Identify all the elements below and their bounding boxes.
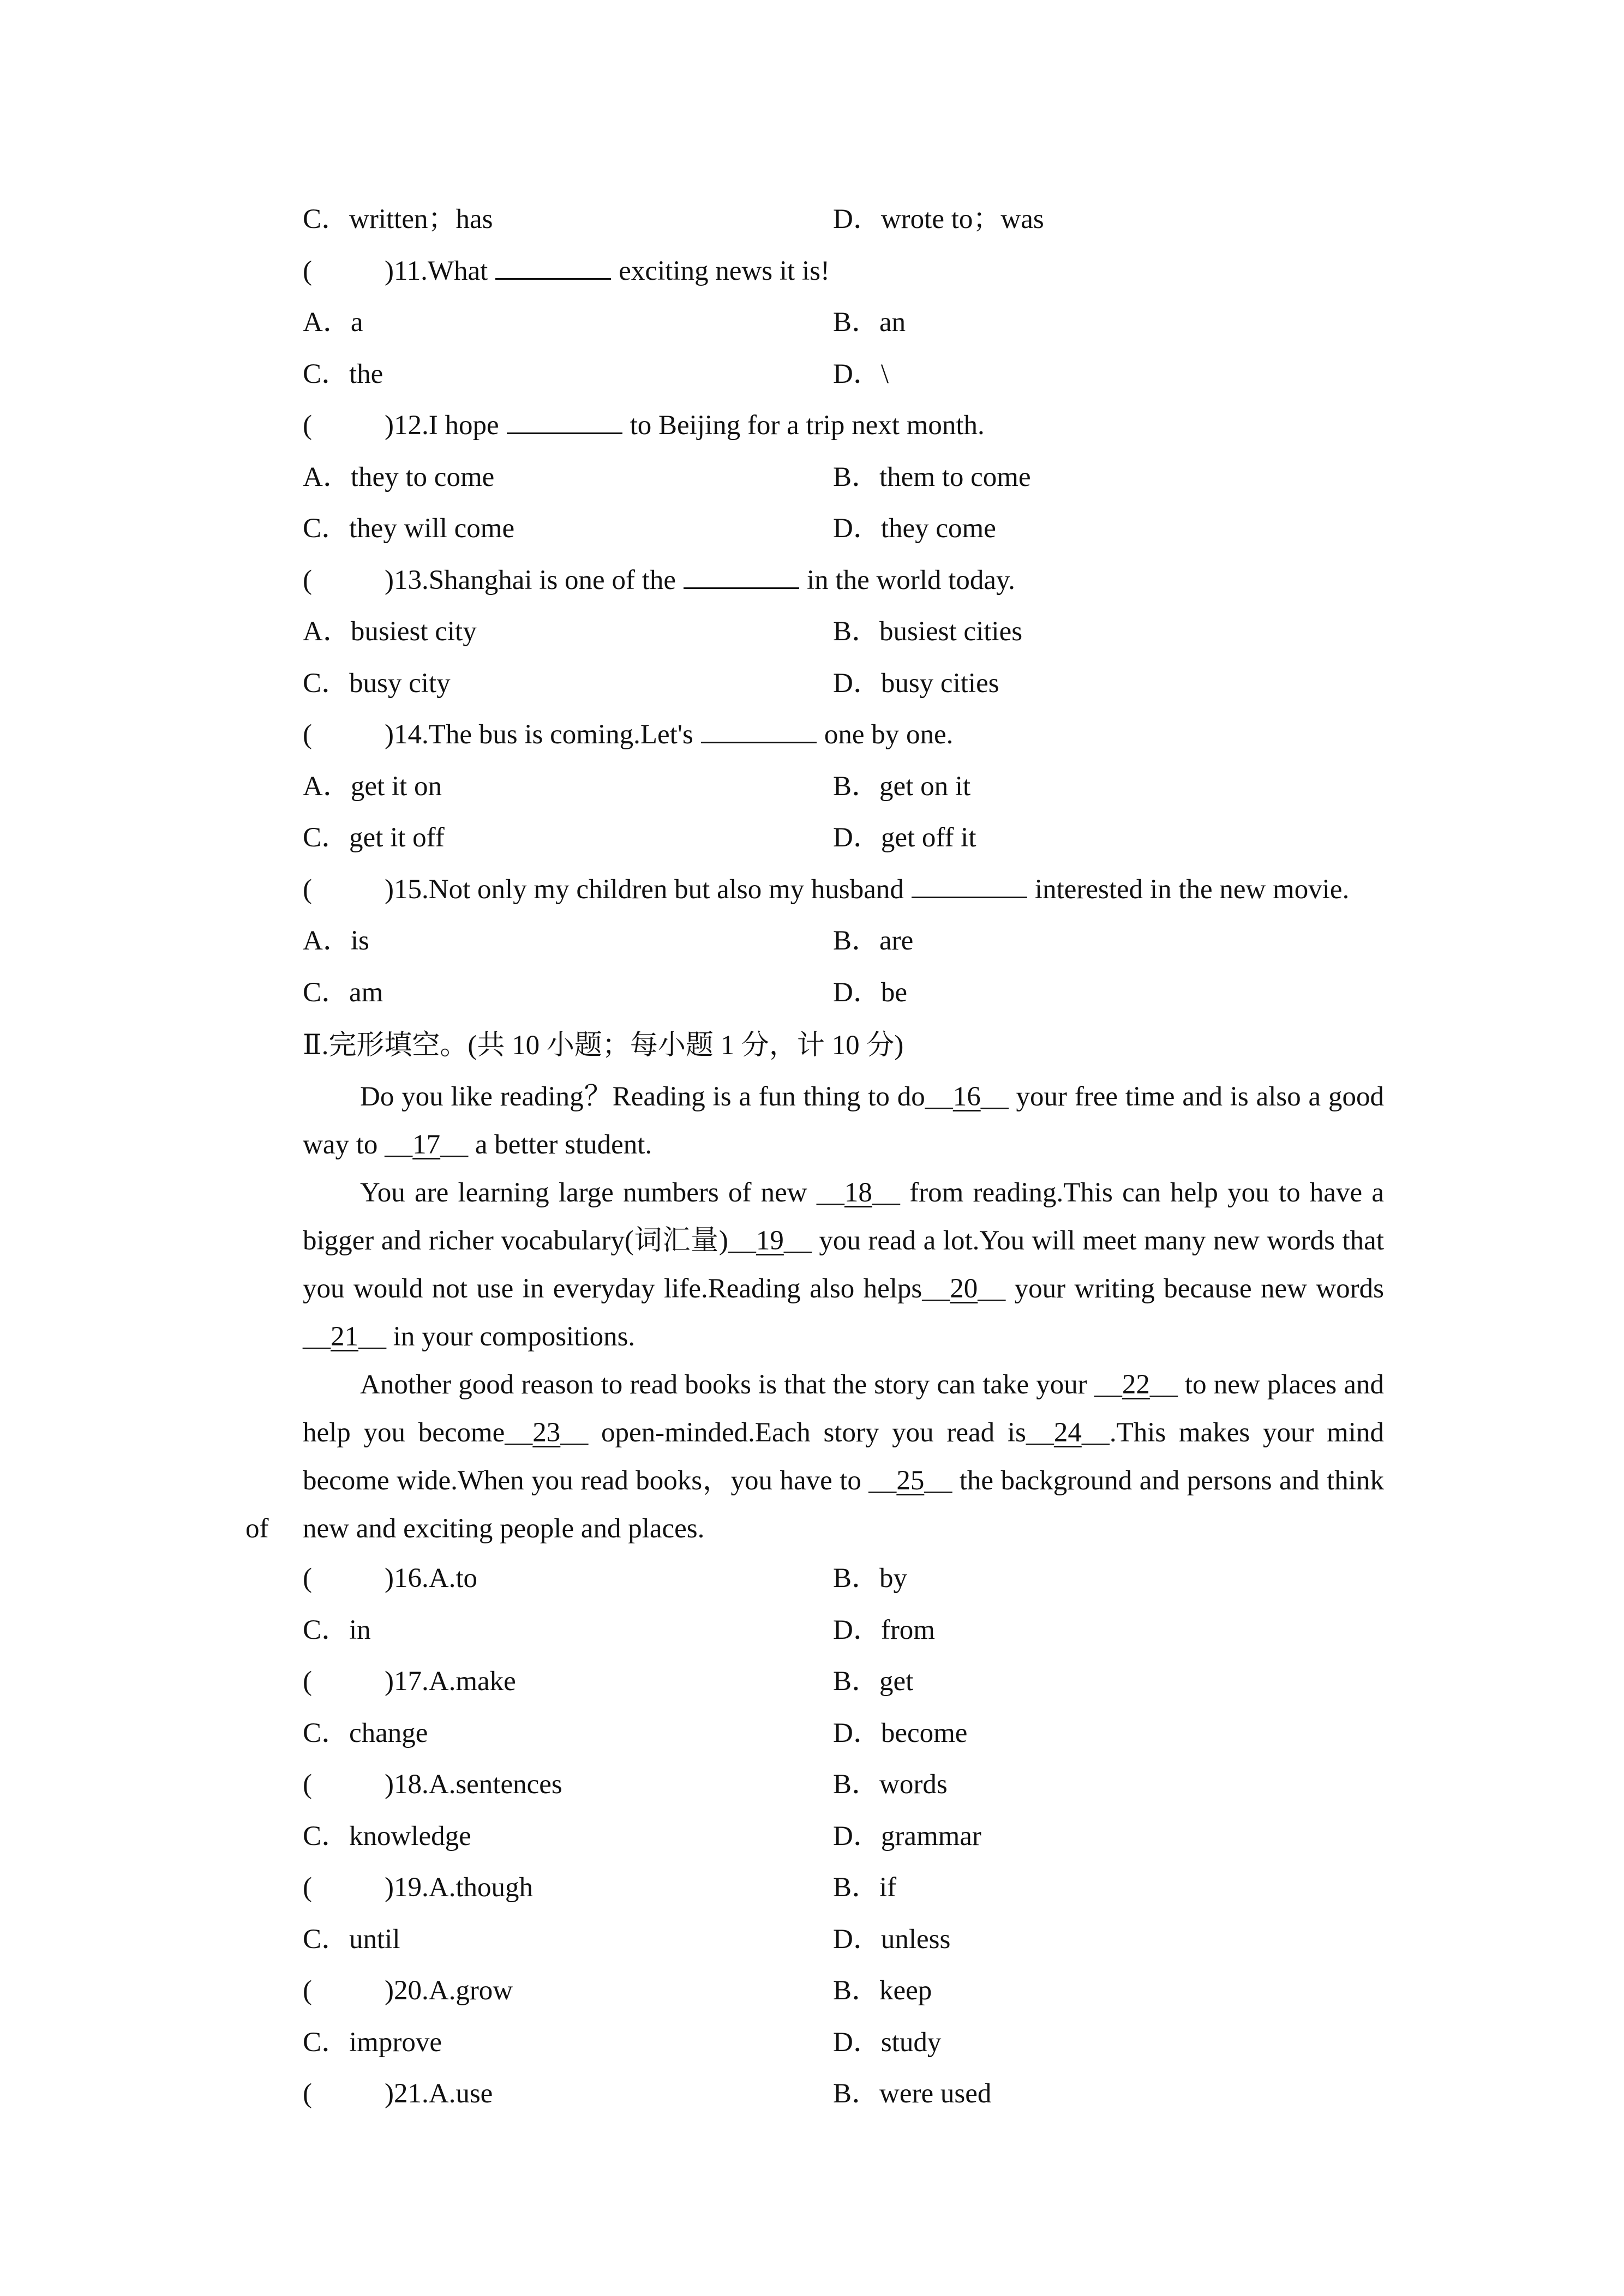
blank-number: 17 xyxy=(412,1129,441,1160)
blank-number: 19 xyxy=(756,1225,784,1256)
option-row xyxy=(0,2017,1624,2069)
blank-number: 16 xyxy=(952,1081,981,1112)
option-a: A．a xyxy=(303,307,363,338)
question-block xyxy=(0,194,1624,2120)
question-stem-15 xyxy=(0,864,1624,916)
option-c: C．change xyxy=(303,1717,428,1748)
option-b: B．get xyxy=(833,1666,914,1697)
stem-text: )11.What xyxy=(385,255,488,286)
option-row xyxy=(0,606,1624,658)
option-c: C．they will come xyxy=(303,513,515,544)
blank-number: 20 xyxy=(950,1273,978,1304)
option-row xyxy=(0,503,1624,555)
option-b: B．words xyxy=(833,1769,948,1800)
option-row xyxy=(0,967,1624,1019)
passage-paragraph-1 xyxy=(245,1073,1384,1169)
answer-paren: ( xyxy=(303,1975,312,2006)
option-row xyxy=(0,761,1624,813)
blank-number: 25 xyxy=(896,1465,925,1496)
option-row xyxy=(0,348,1624,400)
answer-paren: ( xyxy=(303,874,312,905)
option-d: D．study xyxy=(833,2027,942,2058)
question-stem-19 xyxy=(0,1862,1624,1914)
option-d: D．they come xyxy=(833,513,996,544)
passage-line: help you become__23__ open-minded.Each story you read is__24__.This makes your mind xyxy=(303,1417,1384,1448)
section-heading xyxy=(0,1018,1624,1073)
stem-text: one by one. xyxy=(824,719,954,750)
question-stem-20 xyxy=(0,1965,1624,2017)
stem-text: )20.A.grow xyxy=(385,1975,513,2006)
passage-paragraph-3 xyxy=(245,1361,1384,1553)
option-c: C．knowledge xyxy=(303,1820,471,1852)
blank-number: 18 xyxy=(844,1177,872,1208)
option-d: D．get off it xyxy=(833,822,976,853)
option-c: C．am xyxy=(303,977,383,1008)
answer-paren: ( xyxy=(303,564,312,596)
stem-text: )16.A.to xyxy=(385,1563,477,1594)
passage-line: Do you like reading？Reading is a fun thing to do__16__ your free time and is also a good xyxy=(360,1081,1384,1112)
option-b: B．were used xyxy=(833,2078,992,2109)
answer-blank xyxy=(495,253,611,280)
option-row xyxy=(0,1604,1624,1656)
question-stem-12 xyxy=(0,400,1624,452)
option-d: D．busy cities xyxy=(833,668,999,699)
option-row xyxy=(0,1811,1624,1862)
answer-paren: ( xyxy=(303,2078,312,2109)
blank-number: 24 xyxy=(1053,1417,1082,1448)
option-row xyxy=(0,297,1624,348)
option-row xyxy=(0,194,1624,245)
stem-text: to Beijing for a trip next month. xyxy=(630,410,985,441)
option-c: C．busy city xyxy=(303,668,451,699)
stem-text: )21.A.use xyxy=(385,2078,493,2109)
option-d: D．wrote to；was xyxy=(833,204,1044,235)
option-b: B．keep xyxy=(833,1975,932,2006)
answer-paren: ( xyxy=(303,410,312,441)
option-c: C．until xyxy=(303,1924,400,1955)
answer-paren: ( xyxy=(303,1872,312,1903)
passage-line: __21__ in your compositions. xyxy=(303,1321,636,1352)
stem-text: )17.A.make xyxy=(385,1666,516,1697)
passage-line: You are learning large numbers of new __18__ from reading.This can help you to have a xyxy=(360,1177,1384,1208)
option-d: D．unless xyxy=(833,1924,951,1955)
stem-text: )19.A.though xyxy=(385,1872,533,1903)
option-b: B．an xyxy=(833,307,906,338)
stem-text: )14.The bus is coming.Let's xyxy=(385,719,693,750)
option-b: B．are xyxy=(833,925,914,956)
answer-paren: ( xyxy=(303,255,312,286)
option-a: A．they to come xyxy=(303,461,495,492)
passage-line: you would not use in everyday life.Reading also helps__20__ your writing because new words xyxy=(303,1273,1385,1304)
option-a: A．is xyxy=(303,925,369,956)
answer-paren: ( xyxy=(303,1666,312,1697)
option-c: C．get it off xyxy=(303,822,445,853)
stem-text: interested in the new movie. xyxy=(1034,874,1350,905)
blank-number: 23 xyxy=(532,1417,561,1448)
question-stem-16 xyxy=(0,1553,1624,1604)
stem-text: )12.I hope xyxy=(385,410,499,441)
blank-number: 21 xyxy=(331,1321,358,1352)
answer-blank xyxy=(912,871,1027,898)
stem-text: exciting news it is! xyxy=(619,255,830,286)
question-stem-13 xyxy=(0,555,1624,606)
option-b: B．get on it xyxy=(833,771,971,802)
answer-paren: ( xyxy=(303,1769,312,1800)
question-stem-18 xyxy=(0,1759,1624,1811)
option-b: B．by xyxy=(833,1563,908,1594)
option-d: D．become xyxy=(833,1717,968,1748)
option-d: D．be xyxy=(833,977,907,1008)
answer-paren: ( xyxy=(303,719,312,750)
option-row xyxy=(0,812,1624,864)
stem-text: in the world today. xyxy=(806,564,1015,596)
option-a: A．get it on xyxy=(303,771,442,802)
option-b: B．if xyxy=(833,1872,897,1903)
question-stem-21 xyxy=(0,2068,1624,2120)
option-b: B．them to come xyxy=(833,461,1031,492)
passage-line: new and exciting people and places. xyxy=(303,1513,705,1544)
option-row xyxy=(0,915,1624,967)
question-stem-11 xyxy=(0,245,1624,297)
passage-line: bigger and richer vocabulary(词汇量)__19__ you read a lot.You will meet many new words that xyxy=(303,1225,1384,1256)
answer-paren: ( xyxy=(303,1563,312,1594)
stem-text: )18.A.sentences xyxy=(385,1769,562,1800)
answer-blank xyxy=(684,562,799,589)
section-title: Ⅱ.完形填空。(共 10 小题；每小题 1 分，计 10 分) xyxy=(303,1030,904,1061)
option-row xyxy=(0,1914,1624,1966)
passage-paragraph-2 xyxy=(245,1169,1384,1361)
stem-text: )15.Not only my children but also my husband xyxy=(385,874,904,905)
option-c: C．in xyxy=(303,1614,371,1645)
question-stem-14 xyxy=(0,709,1624,761)
option-d: D．from xyxy=(833,1614,935,1645)
blank-number: 22 xyxy=(1122,1369,1150,1400)
option-d: D．\ xyxy=(833,358,889,389)
option-d: D．grammar xyxy=(833,1820,981,1852)
passage-line: become wide.When you read books，you have to __25__ the background and persons and think of xyxy=(245,1465,1384,1544)
option-c: C．written；has xyxy=(303,204,493,235)
option-c: C．improve xyxy=(303,2027,442,2058)
answer-blank xyxy=(701,717,817,743)
option-row xyxy=(0,452,1624,503)
option-row xyxy=(0,1708,1624,1759)
option-b: B．busiest cities xyxy=(833,616,1023,647)
passage-line: way to __17__ a better student. xyxy=(303,1129,652,1160)
stem-text: )13.Shanghai is one of the xyxy=(385,564,676,596)
option-row xyxy=(0,658,1624,710)
answer-blank xyxy=(507,407,622,434)
question-stem-17 xyxy=(0,1656,1624,1708)
passage-line: Another good reason to read books is that the story can take your __22__ to new places and xyxy=(360,1369,1384,1400)
option-c: C．the xyxy=(303,358,383,389)
option-a: A．busiest city xyxy=(303,616,477,647)
